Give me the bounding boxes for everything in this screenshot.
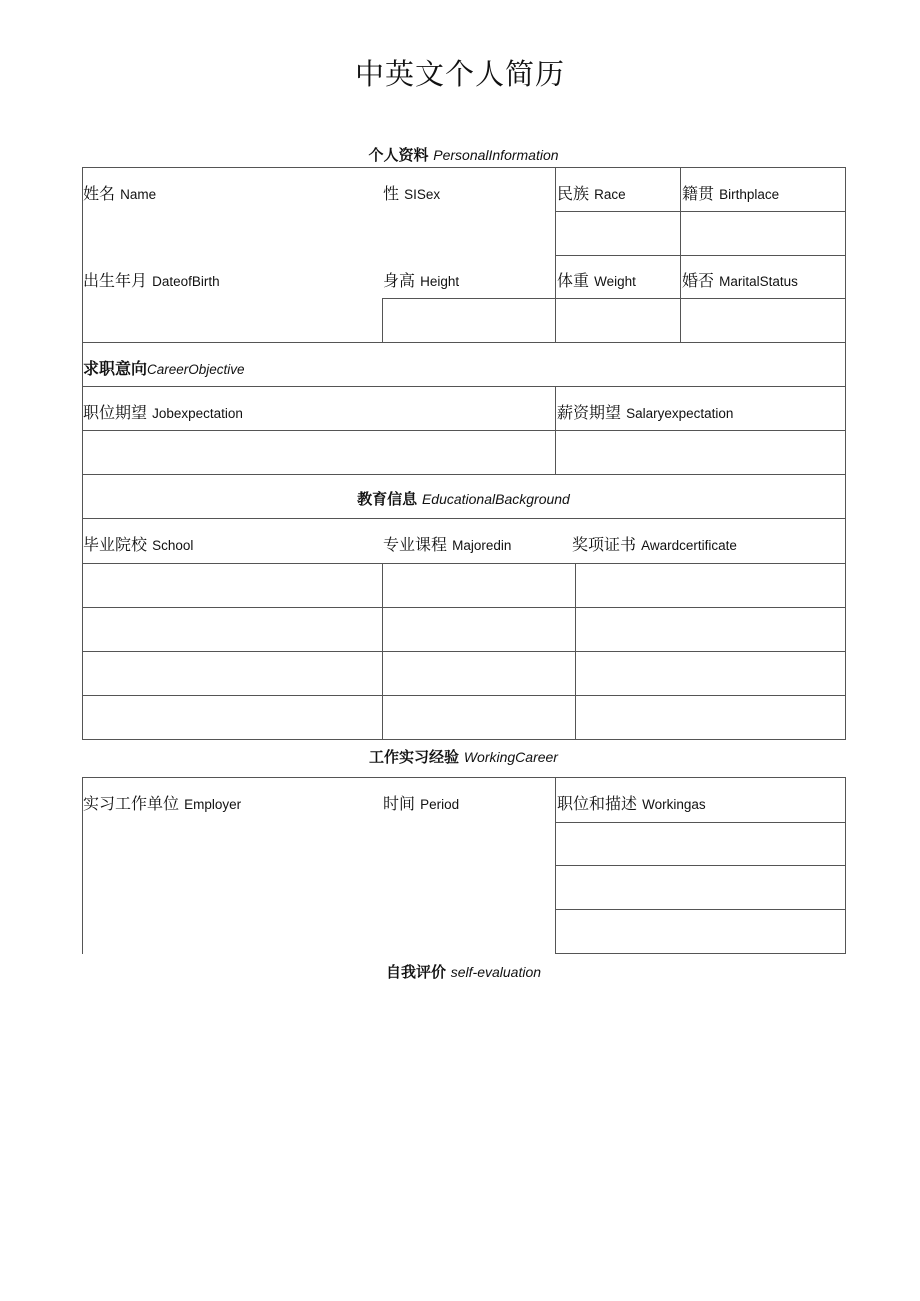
award-label: 奖项证书 Awardcertificate — [572, 535, 737, 554]
height-field[interactable] — [383, 299, 555, 342]
salary-expectation-field[interactable] — [556, 431, 845, 474]
school-label: 毕业院校 School — [83, 535, 194, 554]
salary-expectation-label: 薪资期望 Salaryexpectation — [557, 403, 734, 422]
divider — [555, 953, 846, 954]
divider — [555, 865, 846, 866]
divider — [82, 651, 846, 652]
personal-info-heading-cn: 个人资料 — [368, 146, 429, 164]
race-field[interactable] — [556, 212, 680, 255]
divider — [82, 386, 846, 387]
weight-label: 体重 Weight — [557, 271, 636, 290]
marital-field[interactable] — [681, 299, 845, 342]
personal-info-heading — [82, 144, 845, 165]
position-label: 职位和描述 Workingas — [557, 794, 706, 813]
marital-label: 婚否 MaritalStatus — [682, 271, 798, 290]
divider — [555, 822, 846, 823]
sex-label: 性 SISex — [383, 184, 441, 203]
divider — [382, 563, 383, 740]
dob-label: 出生年月 DateofBirth — [83, 271, 220, 290]
major-label: 专业课程 Majoredin — [383, 535, 512, 554]
race-label: 民族 Race — [557, 184, 626, 203]
name-label: 姓名 Name — [83, 184, 157, 203]
divider — [555, 909, 846, 910]
divider — [575, 563, 576, 740]
divider — [82, 607, 846, 608]
personal-info-heading-en: PersonalInformation — [433, 147, 559, 163]
page-title: 中英文个人简历 — [354, 57, 565, 91]
birthplace-label: 籍贯 Birthplace — [682, 184, 780, 203]
job-expectation-label: 职位期望 Jobexpectation — [83, 403, 243, 422]
weight-field[interactable] — [556, 299, 680, 342]
divider — [82, 695, 846, 696]
period-label: 时间 Period — [383, 794, 460, 813]
self-evaluation-heading: 自我评价 self-evaluation — [385, 963, 542, 981]
divider — [555, 255, 846, 256]
job-expectation-field[interactable] — [83, 431, 555, 474]
height-label: 身高 Height — [383, 271, 460, 290]
employer-label: 实习工作单位 Employer — [83, 794, 242, 813]
education-heading: 教育信息 EducationalBackground — [357, 490, 570, 508]
working-career-heading: 工作实习经验 WorkingCareer — [369, 748, 558, 766]
divider — [82, 777, 846, 778]
divider — [82, 563, 846, 564]
career-objective-heading: 求职意向CareerObjective — [83, 359, 245, 378]
birthplace-field[interactable] — [681, 212, 845, 255]
divider — [82, 518, 846, 519]
